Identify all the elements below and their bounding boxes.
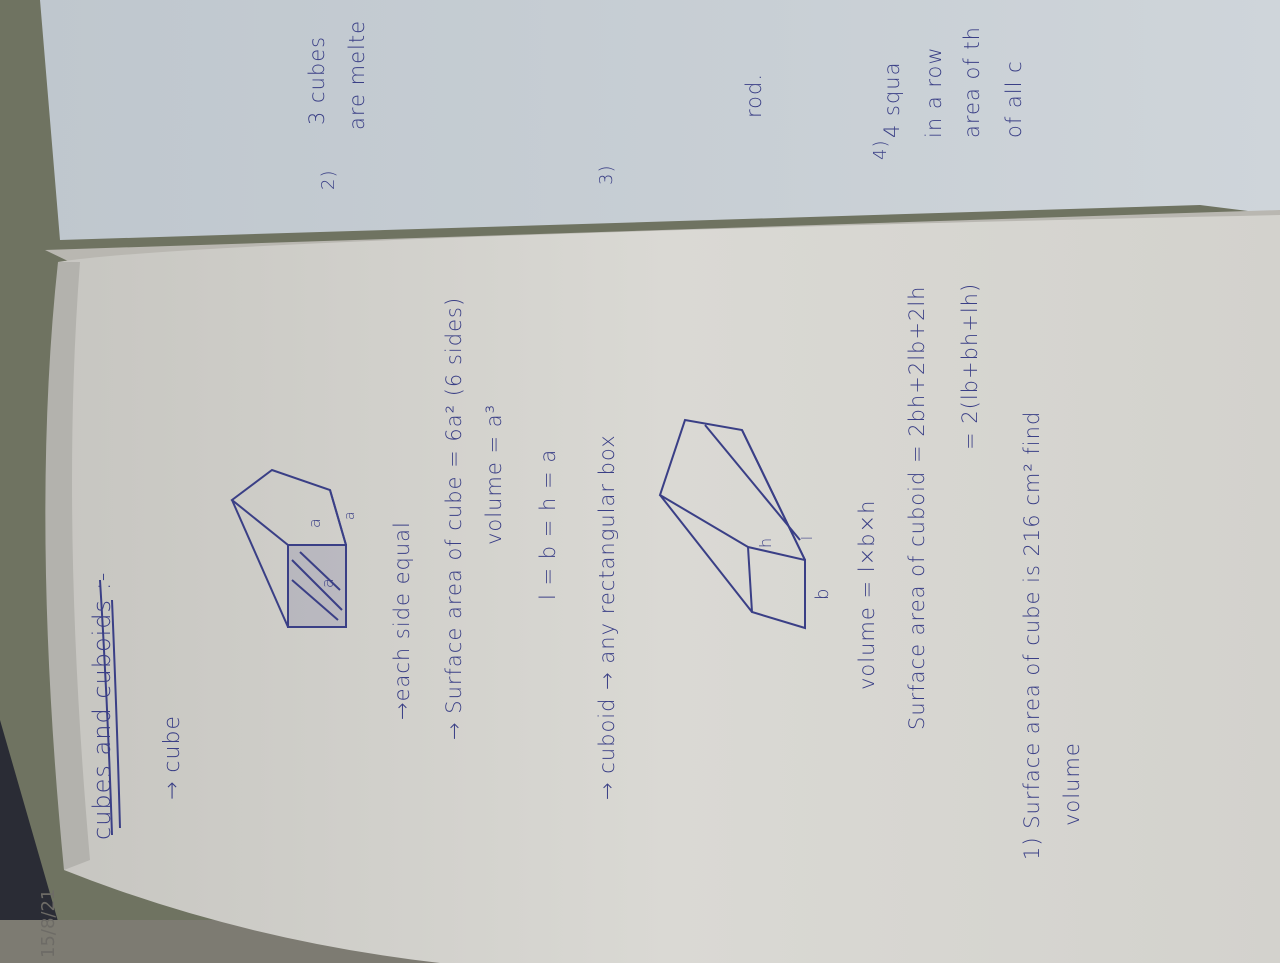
question-3-text: rod. [742, 72, 766, 118]
surface-area-factored: = 2(lb+bh+lh) [958, 282, 982, 450]
cuboid-label-b: b [812, 587, 833, 600]
question-4-line2: in a row [922, 46, 946, 138]
question-4-number: 4) [870, 139, 891, 160]
question-1-volume: volume [1060, 742, 1084, 826]
cube-label-a3: a [342, 510, 358, 520]
question-1-line: 1) Surface area of cube is 216 cm² find [1020, 410, 1044, 860]
volume-cuboid: volume = l×b×h [855, 499, 879, 690]
question-2-line2: are melte [345, 19, 369, 130]
volume-cube: volume = a³ [482, 403, 506, 545]
question-2-line1: 3 cubes [305, 35, 329, 125]
question-2-number: 2) [318, 169, 339, 190]
question-3-number: 3) [596, 164, 617, 185]
margin-date-stamp: 15/8/21 [38, 888, 59, 958]
notes-title: cubes and cuboids :- [88, 571, 116, 840]
cuboid-label-h: h [756, 536, 775, 548]
dims-equal: l = b = h = a [536, 448, 560, 600]
cuboid-label-l: l [800, 535, 816, 540]
question-4-line3: area of th [960, 26, 984, 138]
question-4-line4: of all c [1002, 60, 1026, 138]
cube-label-a2: a [318, 577, 337, 588]
question-4-line1: 4 squa [880, 61, 904, 138]
each-side-equal: →each side equal [390, 521, 414, 720]
cube-heading: → cube [160, 715, 185, 800]
surface-area-cube: → Surface area of cube = 6a² (6 sides) [442, 296, 466, 740]
cube-label-a1: a [305, 517, 324, 528]
notebook-page-right [40, 0, 1280, 240]
cuboid-line: → cuboid → any rectangular box [595, 434, 619, 800]
notebook-page-left [58, 215, 1280, 963]
surface-area-cuboid: Surface area of cuboid = 2bh+2lb+2lh [905, 285, 929, 730]
